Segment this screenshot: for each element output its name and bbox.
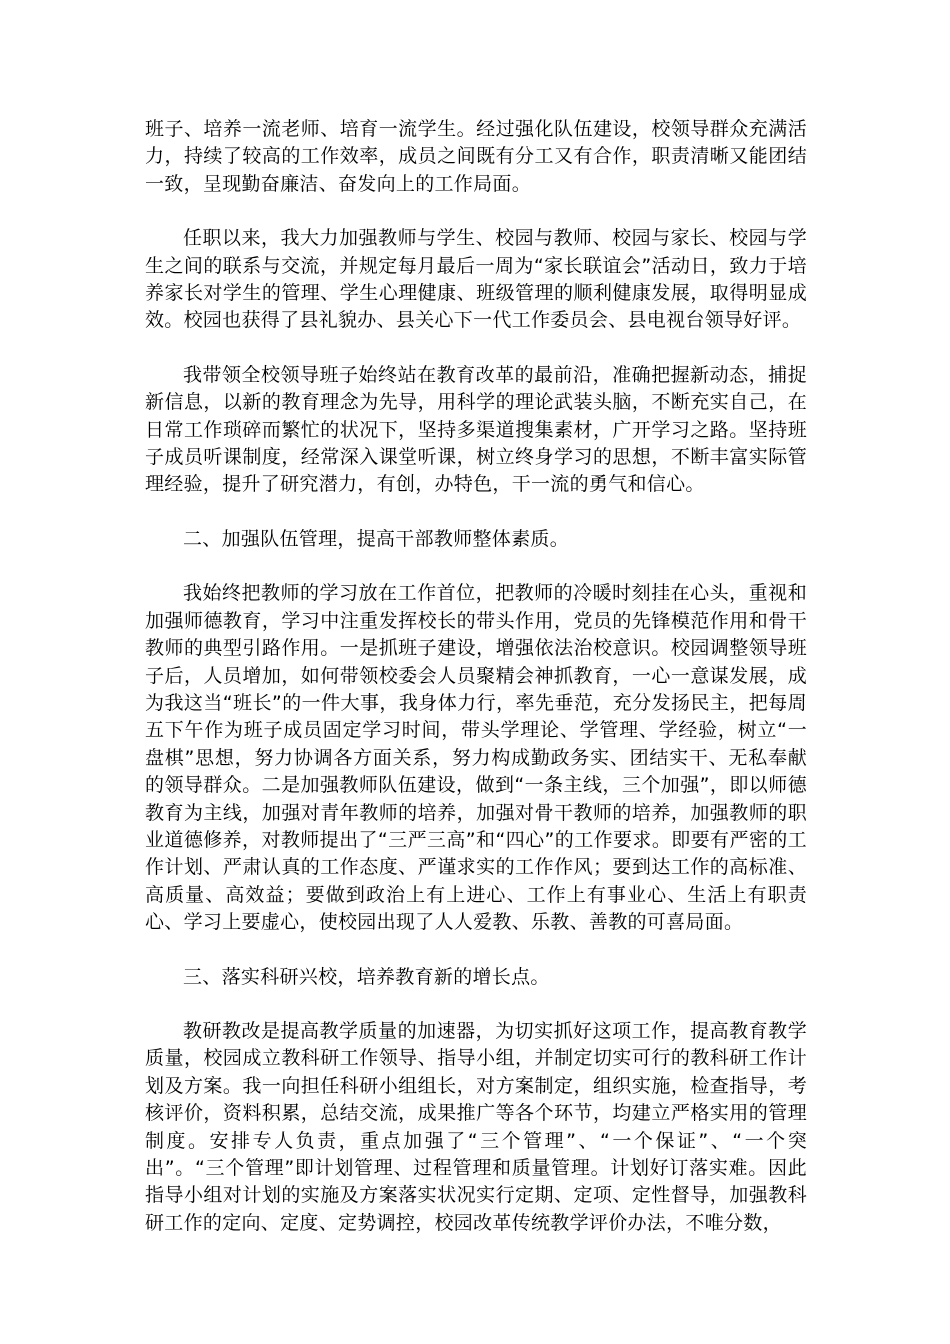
paragraph-continuation: 班子、培养一流老师、培育一流学生。经过强化队伍建设，校领导群众充满活力，持续了较高的工作效率，成员之间既有分工又有合作，职责清晰又能团结一致，呈现勤奋廉洁、奋发向上的工作局面。 — [145, 118, 807, 195]
document-page — [145, 116, 807, 1264]
section-heading-2: 二、加强队伍管理，提高干部教师整体素质。 — [183, 527, 570, 550]
paragraph-leadership-learning: 我带领全校领导班子始终站在教育改革的最前沿，准确把握新动态，捕捉新信息，以新的教育理念为先导，用科学的理论武装头脑，不断充实自己，在日常工作琐碎而繁忙的状况下，坚持多渠道搜集素材，广开学习之路。坚持班子成员听课制度，经常深入课堂听课，树立终身学习的思想，不断丰富实际管理经验，提升了研究潜力，有创，办特色，干一流的勇气和信心。 — [145, 363, 807, 496]
paragraph-home-school-exchange: 任职以来，我大力加强教师与学生、校园与教师、校园与家长、校园与学生之间的联系与交流，并规定每月最后一周为“家长联谊会”活动日，致力于培养家长对学生的管理、学生心理健康、班级管理的顺利健康发展，取得明显成效。校园也获得了县礼貌办、县关心下一代工作委员会、县电视台领导好评。 — [145, 227, 807, 332]
paragraph-team-management: 我始终把教师的学习放在工作首位，把教师的冷暖时刻挂在心头，重视和加强师德教育，学习中注重发挥校长的带头作用，党员的先锋模范作用和骨干教师的典型引路作用。一是抓班子建设，增强依法治校意识。校园调整领导班子后，人员增加，如何带领校委会人员聚精会神抓教育，一心一意谋发展，成为我这当“班长”的一件大事，我身体力行，率先垂范，充分发扬民主，把每周五下午作为班子成员固定学习时间，带头学理论、学管理、学经验，树立“一盘棋”思想，努力协调各方面关系，努力构成勤政务实、团结实干、无私奉献的领导群众。二是加强教师队伍建设，做到“一条主线，三个加强”，即以师德教育为主线，加强对青年教师的培养，加强对骨干教师的培养，加强教师的职业道德修养，对教师提出了“三严三高”和“四心”的工作要求。即要有严密的工作计划、严肃认真的工作态度、严谨求实的工作作风；要到达工作的高标准、高质量、高效益；要做到政治上有上进心、工作上有事业心、生活上有职责心、学习上要虚心，使校园出现了人人爱教、乐教、善教的可喜局面。 — [145, 582, 807, 934]
paragraph-research: 教研教改是提高教学质量的加速器，为切实抓好这项工作，提高教育教学质量，校园成立教科研工作领导、指导小组，并制定切实可行的教科研工作计划及方案。我一向担任科研小组组长，对方案制定，组织实施，检查指导，考核评价，资料积累，总结交流，成果推广等各个环节，均建立严格实用的管理制度。安排专人负责，重点加强了“三个管理”、“一个保证”、“一个突出”。“三个管理”即计划管理、过程管理和质量管理。计划好订落实难。因此指导小组对计划的实施及方案落实状况实行定期、定项、定性督导，加强教科研工作的定向、定度、定势调控，校园改革传统教学评价办法，不唯分数， — [145, 1019, 807, 1234]
section-heading-3: 三、落实科研兴校，培养教育新的增长点。 — [183, 965, 550, 988]
